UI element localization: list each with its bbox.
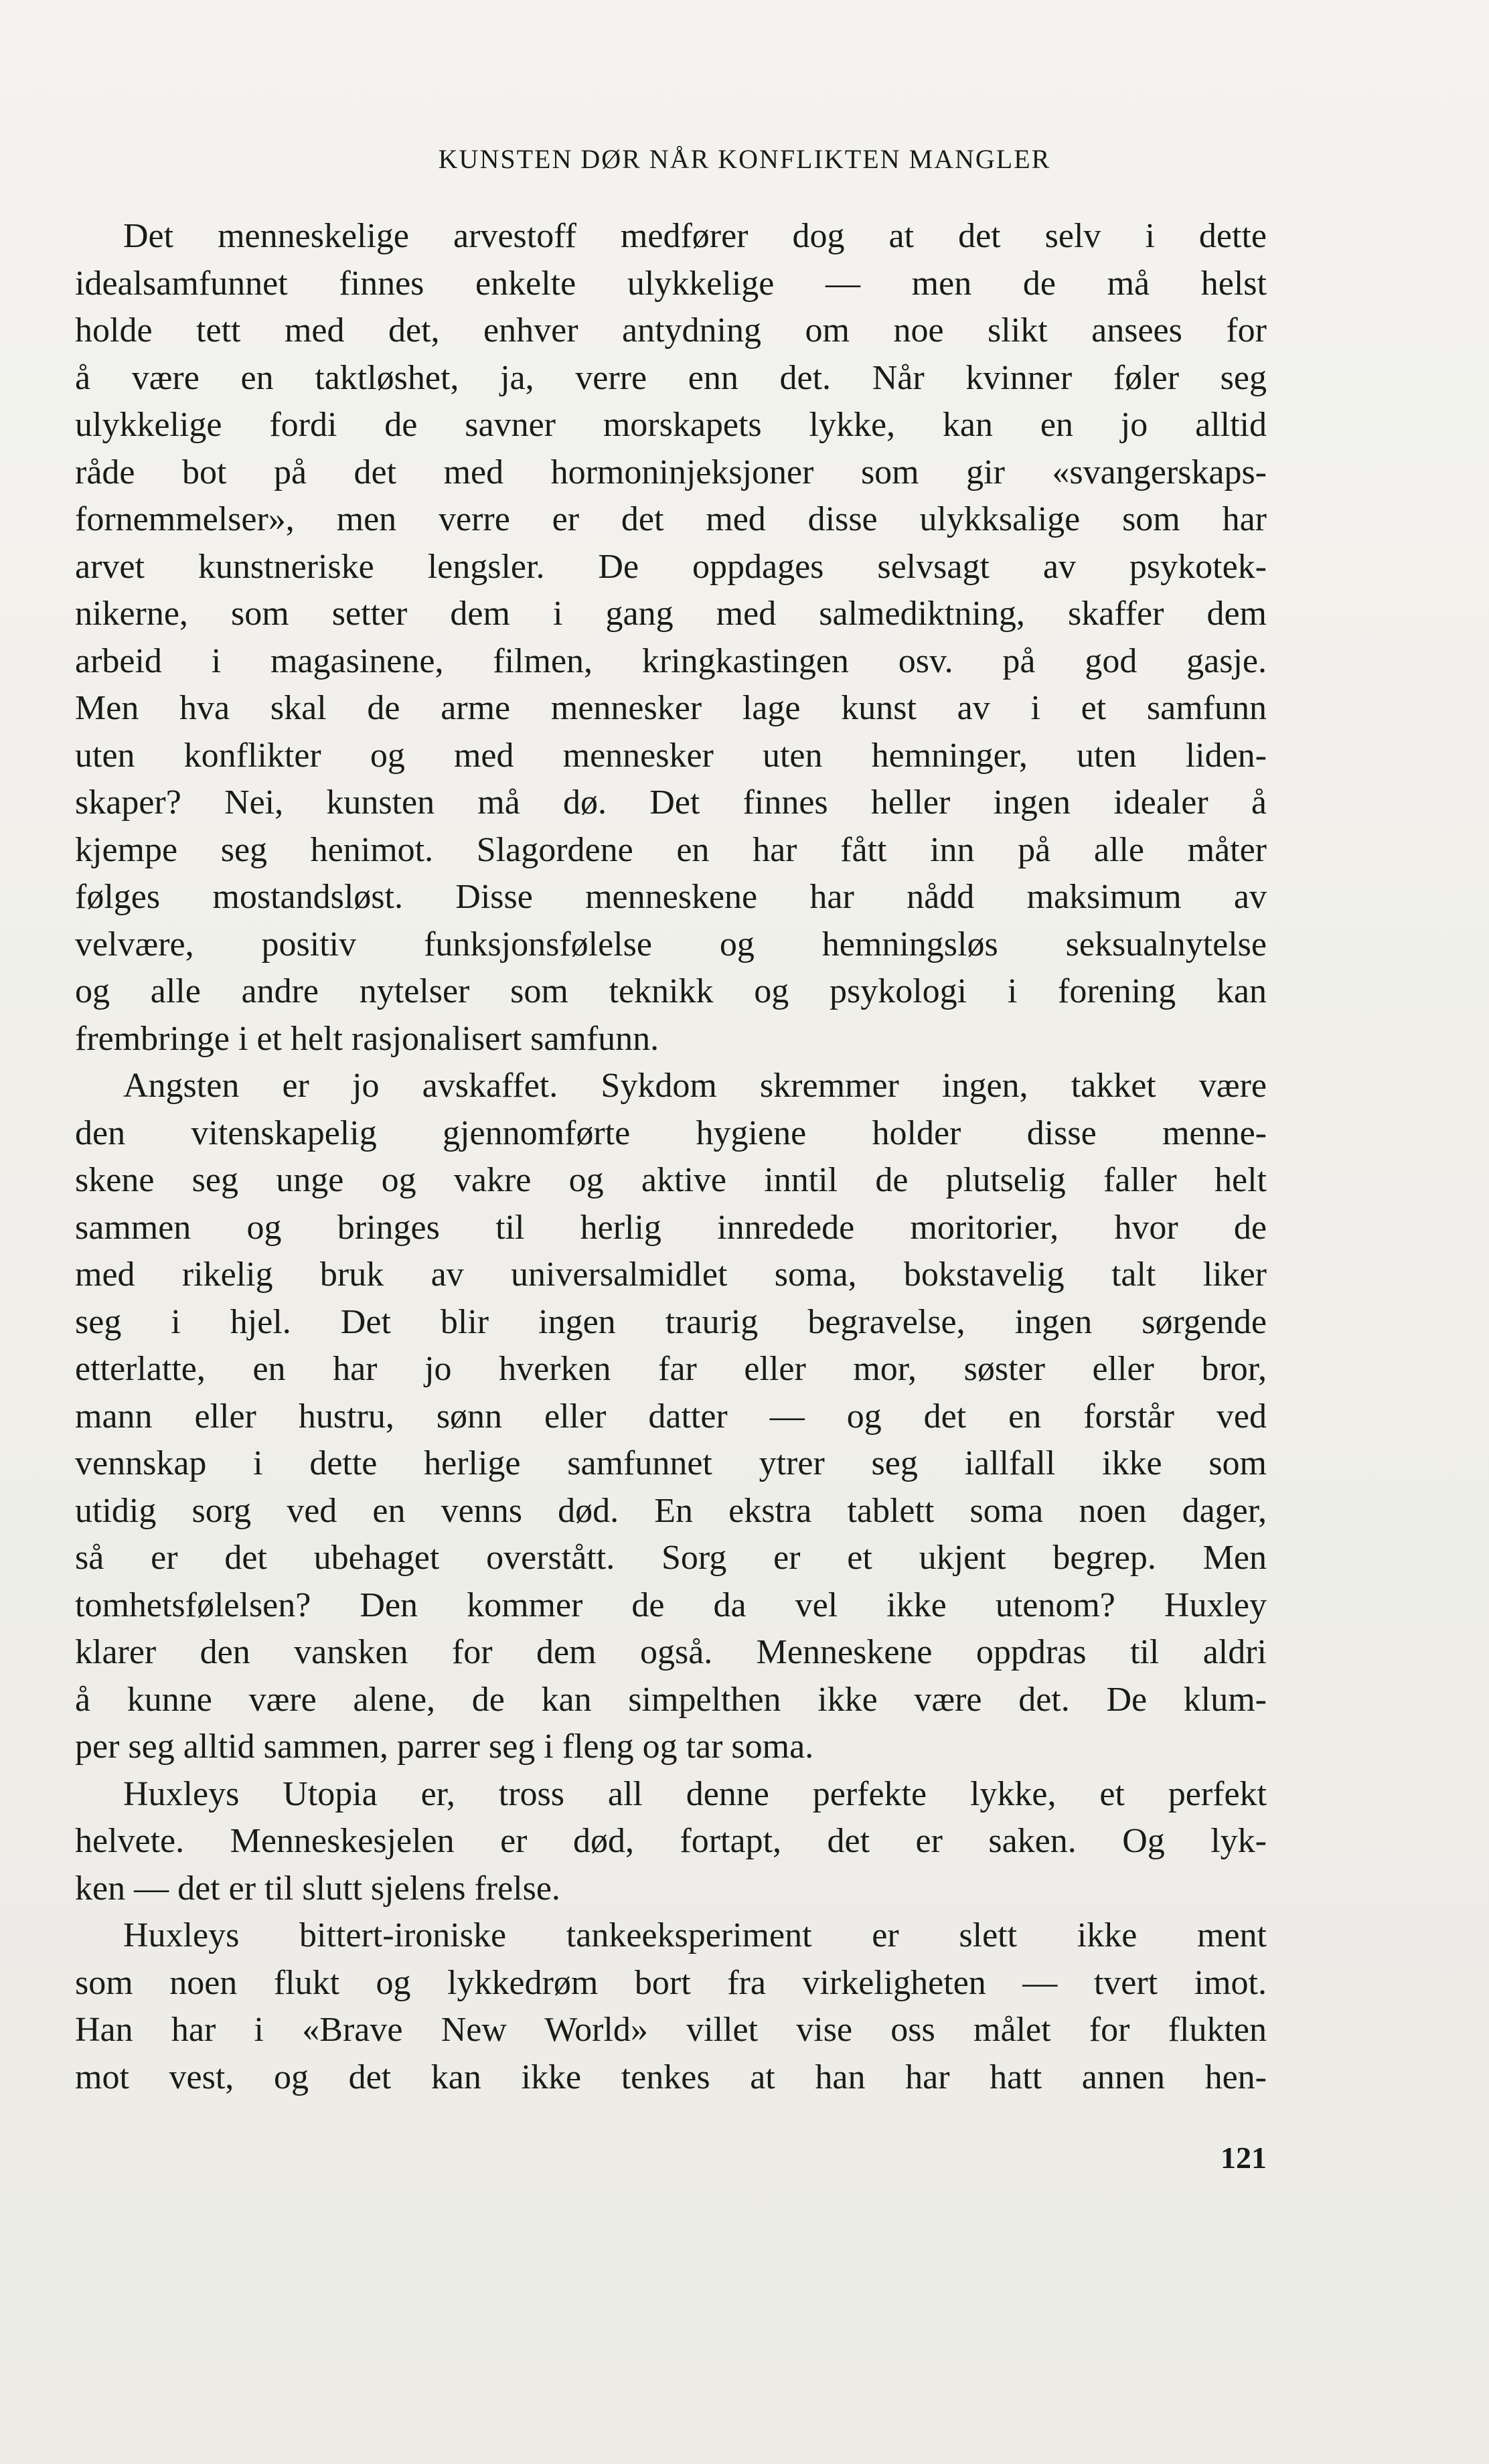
text-line: velvære, positiv funksjonsfølelse og hemningsløs seksualnytelse — [75, 925, 1267, 964]
text-line: å kunne være alene, de kan simpelthen ikke være det. De klum- — [75, 1680, 1267, 1719]
text-line: skene seg unge og vakre og aktive inntil de plutselig faller helt — [75, 1161, 1267, 1199]
text-line: tomhetsfølelsen? Den kommer de da vel ikke utenom? Huxley — [75, 1586, 1267, 1624]
text-line: kjempe seg henimot. Slagordene en har fått inn på alle måter — [75, 830, 1267, 869]
text-line: arvet kunstneriske lengsler. De oppdages selvsagt av psykotek- — [75, 547, 1267, 586]
page-number: 121 — [1221, 2141, 1267, 2175]
body-text — [75, 213, 1267, 2101]
text-line: seg i hjel. Det blir ingen traurig begravelse, ingen sørgende — [75, 1302, 1267, 1341]
running-head: KUNSTEN DØR NÅR KONFLIKTEN MANGLER — [438, 144, 1051, 174]
text-line: nikerne, som setter dem i gang med salmediktning, skaffer dem — [75, 595, 1267, 633]
text-line: fornemmelser», men verre er det med disse ulykksalige som har — [75, 500, 1267, 538]
text-line: følges mostandsløst. Disse menneskene har nådd maksimum av — [75, 878, 1267, 916]
text-line: idealsamfunnet finnes enkelte ulykkelige — men de må helst — [75, 264, 1267, 303]
text-line: ulykkelige fordi de savner morskapets lykke, kan en jo alltid — [75, 406, 1267, 444]
text-line: den vitenskapelig gjennomførte hygiene holder disse menne- — [75, 1113, 1267, 1152]
text-line: så er det ubehaget overstått. Sorg er et ukjent begrep. Men — [75, 1539, 1267, 1577]
text-line: arbeid i magasinene, filmen, kringkastingen osv. på god gasje. — [75, 641, 1267, 680]
text-line: Angsten er jo avskaffet. Sykdom skremmer ingen, takket være — [123, 1067, 1267, 1105]
text-line: mot vest, og det kan ikke tenkes at han har hatt annen hen- — [75, 2058, 1267, 2096]
text-line: som noen flukt og lykkedrøm bort fra virkeligheten — tvert imot. — [75, 1963, 1267, 2002]
text-line: per seg alltid sammen, parrer seg i fleng og tar soma. — [75, 1727, 814, 1766]
text-line: holde tett med det, enhver antydning om noe slikt ansees for — [75, 311, 1267, 350]
text-line: skaper? Nei, kunsten må dø. Det finnes heller ingen idealer å — [75, 783, 1267, 822]
text-line: med rikelig bruk av universalmidlet soma, bokstavelig talt liker — [75, 1255, 1267, 1294]
paragraph — [75, 1912, 1267, 2101]
text-line: frembringe i et helt rasjonalisert samfunn. — [75, 1019, 659, 1058]
text-line: Huxleys bittert-ironiske tankeeksperiment er slett ikke ment — [123, 1916, 1267, 1954]
text-line: ken — det er til slutt sjelens frelse. — [75, 1869, 560, 1908]
text-line: sammen og bringes til herlig innredede moritorier, hvor de — [75, 1208, 1267, 1247]
text-line: og alle andre nytelser som teknikk og psykologi i forening kan — [75, 972, 1267, 1010]
text-line: Det menneskelige arvestoff medfører dog at det selv i dette — [123, 217, 1267, 255]
text-line: klarer den vansken for dem også. Menneskene oppdras til aldri — [75, 1633, 1267, 1671]
text-line: Huxleys Utopia er, tross all denne perfekte lykke, et perfekt — [123, 1774, 1267, 1813]
text-line: uten konflikter og med mennesker uten hemninger, uten liden- — [75, 736, 1267, 775]
text-line: mann eller hustru, sønn eller datter — og det en forstår ved — [75, 1397, 1267, 1436]
text-line: å være en taktløshet, ja, verre enn det. Når kvinner føler seg — [75, 358, 1267, 397]
text-line: Han har i «Brave New World» villet vise oss målet for flukten — [75, 2011, 1267, 2049]
paragraph — [75, 1063, 1267, 1771]
text-line: etterlatte, en har jo hverken far eller mor, søster eller bror, — [75, 1350, 1267, 1388]
text-line: helvete. Menneskesjelen er død, fortapt, det er saken. Og lyk- — [75, 1822, 1267, 1860]
paragraph — [75, 213, 1267, 1063]
text-line: vennskap i dette herlige samfunnet ytrer seg iallfall ikke som — [75, 1444, 1267, 1482]
text-line: råde bot på det med hormoninjeksjoner som gir «svangerskaps- — [75, 453, 1267, 491]
paragraph — [75, 1771, 1267, 1913]
text-line: Men hva skal de arme mennesker lage kunst av i et samfunn — [75, 689, 1267, 727]
text-line: utidig sorg ved en venns død. En ekstra tablett soma noen dager, — [75, 1491, 1267, 1530]
